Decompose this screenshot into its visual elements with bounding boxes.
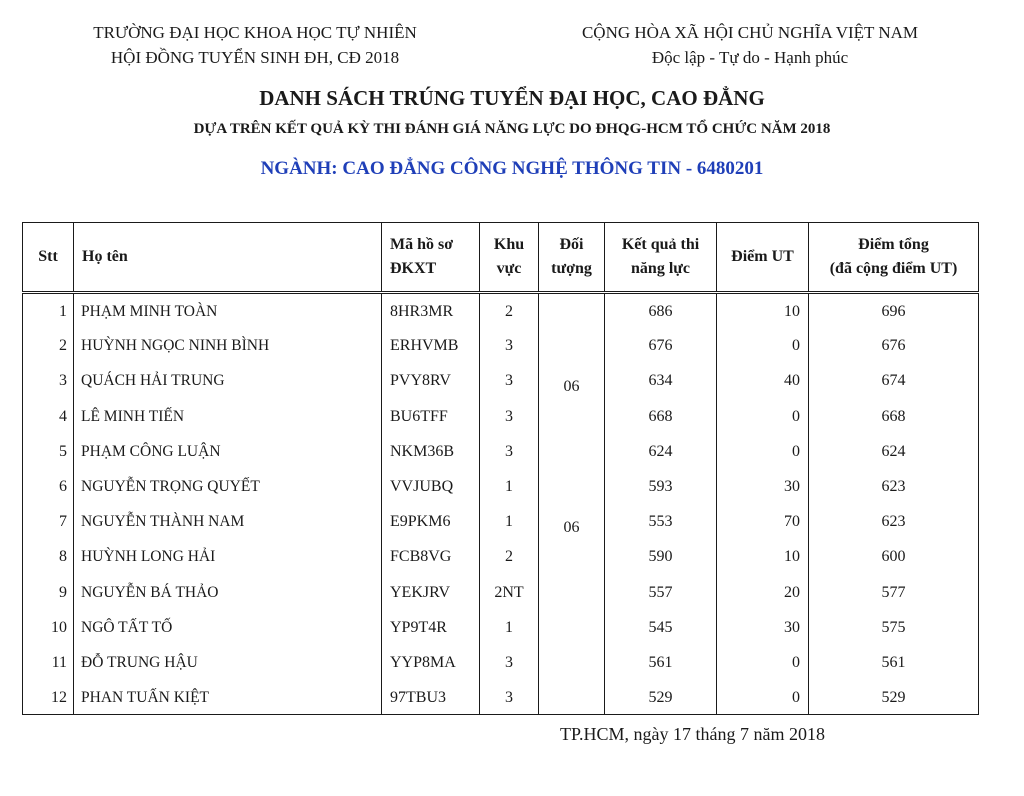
row-stt: 9 xyxy=(23,574,74,609)
row-doi-tuong xyxy=(539,609,605,644)
table-row xyxy=(23,433,979,468)
row-ma-ho-so: YYP8MA xyxy=(382,644,480,679)
table-header-row xyxy=(23,223,979,293)
row-khu-vuc: 2 xyxy=(480,293,539,328)
row-diem-ut: 0 xyxy=(717,433,809,468)
row-diem-ut: 30 xyxy=(717,468,809,503)
row-name: NGUYỄN TRỌNG QUYẾT xyxy=(74,468,382,503)
row-name: NGUYỄN BÁ THẢO xyxy=(74,574,382,609)
row-ma-ho-so: BU6TFF xyxy=(382,398,480,433)
row-name: HUỲNH NGỌC NINH BÌNH xyxy=(74,328,382,363)
table-row xyxy=(23,293,979,328)
row-name: ĐỖ TRUNG HẬU xyxy=(74,644,382,679)
row-ket-qua: 686 xyxy=(605,293,717,328)
row-diem-ut: 0 xyxy=(717,644,809,679)
table-row xyxy=(23,468,979,503)
row-khu-vuc: 1 xyxy=(480,504,539,539)
university-name: TRƯỜNG ĐẠI HỌC KHOA HỌC TỰ NHIÊN xyxy=(93,23,417,42)
row-name: NGÔ TẤT TỐ xyxy=(74,609,382,644)
row-ket-qua: 668 xyxy=(605,398,717,433)
row-doi-tuong xyxy=(539,539,605,574)
row-stt: 4 xyxy=(23,398,74,433)
row-doi-tuong xyxy=(539,680,605,715)
row-diem-ut: 70 xyxy=(717,504,809,539)
row-name: PHẠM CÔNG LUẬN xyxy=(74,433,382,468)
row-ma-ho-so: PVY8RV xyxy=(382,363,480,398)
row-ma-ho-so: ERHVMB xyxy=(382,328,480,363)
row-name: PHẠM MINH TOÀN xyxy=(74,293,382,328)
header-diem-tong: Điểm tổng (đã cộng điểm UT) xyxy=(809,223,979,293)
header-ma-ho-so: Mã hồ sơ ĐKXT xyxy=(382,223,480,293)
row-ket-qua: 676 xyxy=(605,328,717,363)
table-row xyxy=(23,504,979,539)
row-ma-ho-so: 97TBU3 xyxy=(382,680,480,715)
row-diem-tong: 575 xyxy=(809,609,979,644)
row-khu-vuc: 3 xyxy=(480,433,539,468)
row-doi-tuong xyxy=(539,574,605,609)
row-ma-ho-so: 8HR3MR xyxy=(382,293,480,328)
admission-table xyxy=(22,222,979,715)
table-row xyxy=(23,539,979,574)
row-diem-ut: 0 xyxy=(717,398,809,433)
table-row xyxy=(23,398,979,433)
document-title: DANH SÁCH TRÚNG TUYỂN ĐẠI HỌC, CAO ĐẲNG xyxy=(259,86,765,110)
row-doi-tuong xyxy=(539,398,605,433)
row-ket-qua: 545 xyxy=(605,609,717,644)
row-diem-tong: 624 xyxy=(809,433,979,468)
row-diem-tong: 674 xyxy=(809,363,979,398)
row-stt: 2 xyxy=(23,328,74,363)
row-diem-tong: 577 xyxy=(809,574,979,609)
row-diem-tong: 561 xyxy=(809,644,979,679)
row-khu-vuc: 3 xyxy=(480,644,539,679)
row-stt: 5 xyxy=(23,433,74,468)
row-diem-ut: 10 xyxy=(717,293,809,328)
row-khu-vuc: 2 xyxy=(480,539,539,574)
row-name: NGUYỄN THÀNH NAM xyxy=(74,504,382,539)
national-motto: Độc lập - Tự do - Hạnh phúc xyxy=(651,48,849,67)
major-title: NGÀNH: CAO ĐẲNG CÔNG NGHỆ THÔNG TIN - 6480201 xyxy=(260,158,764,179)
row-stt: 7 xyxy=(23,504,74,539)
header-diem-ut: Điểm UT xyxy=(717,223,809,293)
row-khu-vuc: 3 xyxy=(480,398,539,433)
row-name: LÊ MINH TIẾN xyxy=(74,398,382,433)
row-ma-ho-so: E9PKM6 xyxy=(382,504,480,539)
header-right xyxy=(535,20,965,70)
header-doi-tuong: Đối tượng xyxy=(539,223,605,293)
table-row xyxy=(23,574,979,609)
row-diem-ut: 0 xyxy=(717,680,809,715)
header-stt: Stt xyxy=(23,223,74,293)
table-row xyxy=(23,363,979,398)
row-diem-ut: 0 xyxy=(717,328,809,363)
row-diem-tong: 623 xyxy=(809,504,979,539)
header-left xyxy=(40,20,470,70)
table-row xyxy=(23,644,979,679)
row-khu-vuc: 2NT xyxy=(480,574,539,609)
row-diem-tong: 696 xyxy=(809,293,979,328)
row-ma-ho-so: YP9T4R xyxy=(382,609,480,644)
national-title: CỘNG HÒA XÃ HỘI CHỦ NGHĨA VIỆT NAM xyxy=(581,23,919,42)
row-khu-vuc: 3 xyxy=(480,328,539,363)
row-name: HUỲNH LONG HẢI xyxy=(74,539,382,574)
header-name: Họ tên xyxy=(74,223,382,293)
row-doi-tuong xyxy=(539,293,605,328)
row-name: PHAN TUẤN KIỆT xyxy=(74,680,382,715)
row-doi-tuong xyxy=(539,644,605,679)
row-ket-qua: 590 xyxy=(605,539,717,574)
row-ket-qua: 529 xyxy=(605,680,717,715)
row-ket-qua: 557 xyxy=(605,574,717,609)
row-ket-qua: 593 xyxy=(605,468,717,503)
table-row xyxy=(23,609,979,644)
row-khu-vuc: 1 xyxy=(480,468,539,503)
row-diem-tong: 600 xyxy=(809,539,979,574)
header-ket-qua: Kết quả thi năng lực xyxy=(605,223,717,293)
row-doi-tuong xyxy=(539,433,605,468)
row-stt: 1 xyxy=(23,293,74,328)
place-date: TP.HCM, ngày 17 tháng 7 năm 2018 xyxy=(560,724,825,744)
row-stt: 6 xyxy=(23,468,74,503)
table-row xyxy=(23,680,979,715)
row-ket-qua: 553 xyxy=(605,504,717,539)
row-doi-tuong: 06 xyxy=(539,504,605,539)
row-doi-tuong: 06 xyxy=(539,363,605,398)
row-name: QUÁCH HẢI TRUNG xyxy=(74,363,382,398)
table-row xyxy=(23,328,979,363)
row-ma-ho-so: FCB8VG xyxy=(382,539,480,574)
row-diem-tong: 529 xyxy=(809,680,979,715)
row-stt: 10 xyxy=(23,609,74,644)
row-stt: 12 xyxy=(23,680,74,715)
document-subtitle: DỰA TRÊN KẾT QUẢ KỲ THI ĐÁNH GIÁ NĂNG LỰC DO ĐHQG-HCM TỔ CHỨC NĂM 2018 xyxy=(193,121,831,137)
row-stt: 8 xyxy=(23,539,74,574)
row-diem-tong: 676 xyxy=(809,328,979,363)
row-ket-qua: 624 xyxy=(605,433,717,468)
row-khu-vuc: 3 xyxy=(480,363,539,398)
header-khu-vuc: Khu vực xyxy=(480,223,539,293)
row-ma-ho-so: YEKJRV xyxy=(382,574,480,609)
row-diem-ut: 40 xyxy=(717,363,809,398)
admission-council: HỘI ĐỒNG TUYỂN SINH ĐH, CĐ 2018 xyxy=(110,48,400,67)
row-stt: 3 xyxy=(23,363,74,398)
row-diem-tong: 668 xyxy=(809,398,979,433)
row-ma-ho-so: NKM36B xyxy=(382,433,480,468)
row-doi-tuong xyxy=(539,328,605,363)
row-diem-ut: 10 xyxy=(717,539,809,574)
row-khu-vuc: 1 xyxy=(480,609,539,644)
row-khu-vuc: 3 xyxy=(480,680,539,715)
row-stt: 11 xyxy=(23,644,74,679)
row-diem-ut: 30 xyxy=(717,609,809,644)
row-diem-ut: 20 xyxy=(717,574,809,609)
row-doi-tuong xyxy=(539,468,605,503)
row-ket-qua: 634 xyxy=(605,363,717,398)
row-diem-tong: 623 xyxy=(809,468,979,503)
row-ket-qua: 561 xyxy=(605,644,717,679)
row-ma-ho-so: VVJUBQ xyxy=(382,468,480,503)
